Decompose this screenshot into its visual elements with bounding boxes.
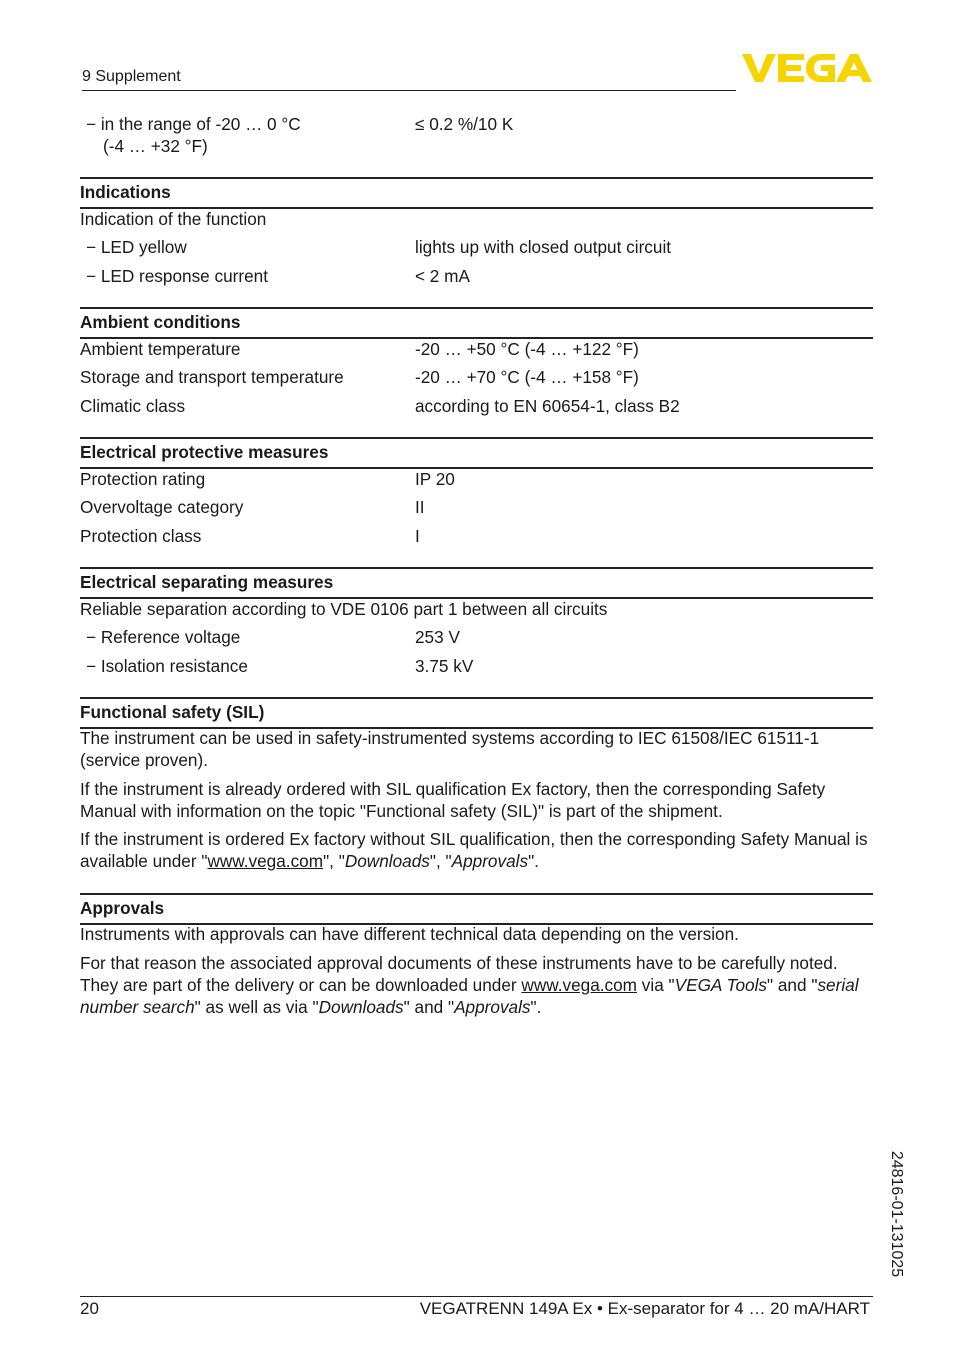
paragraph: The instrument can be used in safety-instrumented systems according to IEC 61508/IEC 61511-1 (service proven).	[80, 728, 820, 770]
text-run: ".	[530, 997, 542, 1017]
spec-row	[86, 265, 470, 287]
text-run: ", "	[323, 851, 345, 871]
footer-divider	[80, 1296, 873, 1297]
spec-label: Protection class	[80, 526, 202, 546]
section-intro: Reliable separation according to VDE 0106 part 1 between all circuits	[80, 599, 608, 619]
spec-row	[80, 338, 639, 360]
spec-label: Climatic class	[80, 396, 186, 416]
spec-value: 3.75 kV	[415, 656, 474, 676]
section-intro: Indication of the function	[80, 209, 267, 229]
text-run: " and "	[403, 997, 455, 1017]
spec-label: − Reference voltage	[86, 627, 240, 647]
spec-row	[86, 113, 514, 135]
section-heading-text: Functional safety (SIL)	[80, 702, 265, 722]
paragraph: Instruments with approvals can have different technical data depending on the version.	[80, 924, 739, 944]
text-run: ".	[528, 851, 539, 871]
section-heading-ambient	[80, 307, 873, 339]
text-run: If the instrument is ordered Ex factory without SIL qualification, then the corresponding Safety Manual is available under "	[80, 829, 868, 871]
spec-value: II	[415, 497, 425, 517]
spec-value: -20 … +70 °C (-4 … +158 °F)	[415, 367, 639, 387]
spec-value: 253 V	[415, 627, 460, 647]
section-heading-text: Indications	[80, 182, 171, 202]
spec-label: − LED response current	[86, 266, 268, 286]
spec-value: lights up with closed output circuit	[415, 237, 672, 257]
text-run: ", "	[429, 851, 452, 871]
text-run: " as well as via "	[194, 997, 319, 1017]
spec-label: Storage and transport temperature	[80, 367, 344, 387]
section-heading-approvals	[80, 893, 873, 925]
spec-label: − in the range of -20 … 0 °C	[86, 114, 301, 134]
emphasis-text: Approvals	[451, 851, 529, 871]
emphasis-text: Downloads	[318, 997, 404, 1017]
vega-logo	[742, 52, 872, 89]
section-heading-sil	[80, 697, 873, 729]
header-section-label: 9 Supplement	[82, 68, 181, 85]
text-run: For that reason the associated approval documents of these instruments have to be carefully noted. They are part of the delivery or can be downloaded under	[80, 953, 838, 995]
section-heading-text: Electrical separating measures	[80, 572, 334, 592]
emphasis-text: Approvals	[454, 997, 531, 1017]
vega-website-link[interactable]: www.vega.com	[521, 975, 638, 995]
header-divider	[82, 90, 736, 91]
section-heading-text: Approvals	[80, 898, 165, 918]
paragraph	[80, 952, 870, 1018]
spec-row	[80, 395, 680, 417]
spec-value: I	[415, 526, 420, 546]
spec-row	[80, 525, 420, 547]
vega-website-link[interactable]: www.vega.com	[207, 851, 324, 871]
text-run: via "	[637, 975, 675, 995]
text-run: " and "	[767, 975, 818, 995]
section-heading-indications	[80, 177, 873, 209]
spec-row	[86, 655, 474, 677]
spec-value: < 2 mA	[415, 266, 470, 286]
footer-document-title: VEGATRENN 149A Ex • Ex-separator for 4 … 20 mA/HART	[419, 1299, 870, 1318]
section-heading-protective	[80, 437, 873, 469]
spec-label: − LED yellow	[86, 237, 187, 257]
spec-value: -20 … +50 °C (-4 … +122 °F)	[415, 339, 639, 359]
spec-label: − Isolation resistance	[86, 656, 248, 676]
paragraph: If the instrument is already ordered with SIL qualification Ex factory, then the corresponding Safety Manual with information on the topic "Functional safety (SIL)" is part of the shipment.	[80, 779, 826, 821]
section-heading-text: Electrical protective measures	[80, 442, 329, 462]
spec-label: Protection rating	[80, 469, 206, 489]
spec-row	[80, 468, 455, 490]
section-heading-separating	[80, 567, 873, 599]
paragraph	[80, 828, 870, 872]
spec-value: according to EN 60654-1, class B2	[415, 396, 680, 416]
spec-label: Overvoltage category	[80, 497, 244, 517]
section-heading-text: Ambient conditions	[80, 312, 241, 332]
spec-row	[80, 366, 639, 388]
emphasis-text: VEGA Tools	[674, 975, 767, 995]
spec-row	[86, 236, 672, 258]
document-code: 24816-01-131025	[888, 1150, 905, 1278]
spec-label-continued: (-4 … +32 °F)	[103, 136, 208, 156]
page-number: 20	[80, 1299, 99, 1318]
spec-value: IP 20	[415, 469, 455, 489]
spec-label: Ambient temperature	[80, 339, 241, 359]
emphasis-text: serial number search	[80, 975, 859, 1017]
spec-value: ≤ 0.2 %/10 K	[415, 114, 514, 134]
emphasis-text: Downloads	[344, 851, 430, 871]
spec-row	[80, 496, 425, 518]
spec-row	[86, 626, 460, 648]
